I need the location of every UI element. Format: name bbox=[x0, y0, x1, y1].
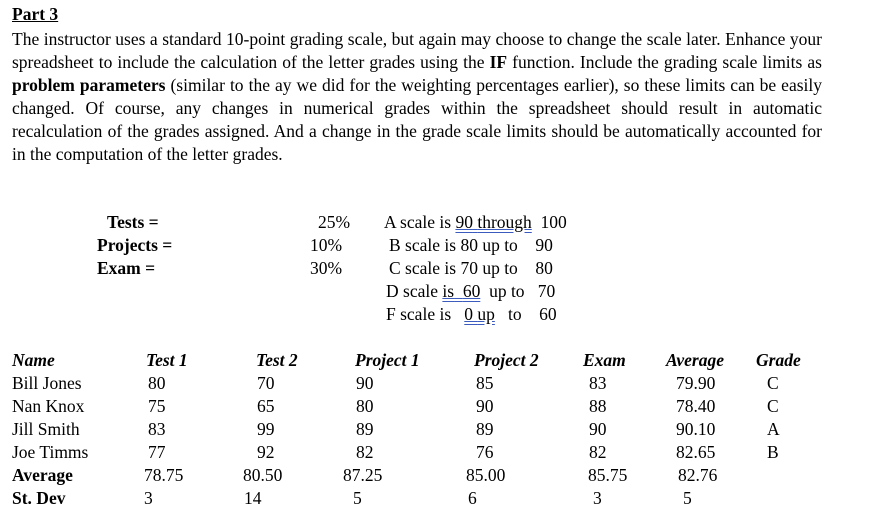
para-bold-problem-parameters: problem parameters bbox=[12, 75, 166, 95]
scale-a-low: 90 bbox=[455, 212, 473, 232]
scale-a bbox=[384, 212, 567, 232]
table-cell: 80 bbox=[356, 396, 374, 416]
scale-b-high: 90 bbox=[535, 235, 553, 255]
table-cell: 88 bbox=[589, 396, 607, 416]
table-cell: 90 bbox=[476, 396, 494, 416]
stdev-cell: 6 bbox=[468, 488, 477, 508]
table-cell: 90.10 bbox=[676, 419, 716, 439]
col-header-project1: Project 1 bbox=[355, 350, 420, 370]
stdev-cell: 3 bbox=[593, 488, 602, 508]
weight-value-projects: 10% bbox=[310, 235, 343, 255]
table-cell: 79.90 bbox=[676, 373, 716, 393]
col-header-test2: Test 2 bbox=[256, 350, 298, 370]
scale-a-text: A scale is bbox=[384, 212, 456, 232]
scale-b bbox=[389, 235, 553, 255]
average-cell: 85.00 bbox=[466, 465, 506, 485]
table-cell: 99 bbox=[257, 419, 275, 439]
table-row-name: Bill Jones bbox=[12, 373, 82, 393]
table-cell: 83 bbox=[589, 373, 607, 393]
col-header-test1: Test 1 bbox=[146, 350, 188, 370]
scale-a-mid: through bbox=[477, 212, 532, 232]
scale-c bbox=[389, 258, 553, 278]
weight-value-tests: 25% bbox=[318, 212, 351, 232]
col-header-project2: Project 2 bbox=[474, 350, 539, 370]
weight-label-projects: Projects = bbox=[97, 235, 173, 255]
table-cell-grade: C bbox=[767, 396, 779, 416]
col-header-name: Name bbox=[12, 350, 55, 370]
scale-d-mid: up to bbox=[489, 281, 525, 301]
table-cell-grade: C bbox=[767, 373, 779, 393]
table-cell: 82 bbox=[356, 442, 374, 462]
table-cell-grade: A bbox=[767, 419, 780, 439]
scale-f-up: up bbox=[477, 304, 495, 324]
scale-d-is: is bbox=[442, 281, 455, 301]
table-cell: 80 bbox=[148, 373, 166, 393]
table-cell: 90 bbox=[589, 419, 607, 439]
stdev-cell: 3 bbox=[144, 488, 153, 508]
section-title: Part 3 bbox=[12, 4, 59, 24]
para-bold-if: IF bbox=[489, 52, 508, 72]
weight-value-exam: 30% bbox=[310, 258, 343, 278]
weight-label-exam: Exam = bbox=[97, 258, 156, 278]
table-cell: 89 bbox=[476, 419, 494, 439]
table-cell: 78.40 bbox=[676, 396, 716, 416]
scale-f-mid: to bbox=[508, 304, 522, 324]
stdev-row-label: St. Dev bbox=[12, 488, 66, 508]
col-header-grade: Grade bbox=[756, 350, 801, 370]
instructions-paragraph bbox=[12, 28, 822, 166]
average-cell: 82.76 bbox=[678, 465, 718, 485]
average-cell: 80.50 bbox=[243, 465, 283, 485]
table-row-name: Nan Knox bbox=[12, 396, 85, 416]
table-cell: 76 bbox=[476, 442, 494, 462]
table-cell: 90 bbox=[356, 373, 374, 393]
table-cell: 65 bbox=[257, 396, 275, 416]
para-text-1: The instructor uses a standard 10-point grading scale, but again may choose to change the scale later. Enhance your spreadsheet to include the calculation of the letter grades using the bbox=[12, 29, 822, 72]
scale-c-text: C scale is 70 up to bbox=[389, 258, 518, 278]
average-cell: 78.75 bbox=[144, 465, 184, 485]
table-cell: 92 bbox=[257, 442, 275, 462]
table-row-name: Jill Smith bbox=[12, 419, 80, 439]
col-header-average: Average bbox=[666, 350, 724, 370]
stdev-cell: 5 bbox=[353, 488, 362, 508]
table-cell-grade: B bbox=[767, 442, 779, 462]
stdev-cell: 14 bbox=[244, 488, 262, 508]
scale-a-high: 100 bbox=[540, 212, 567, 232]
table-cell: 70 bbox=[257, 373, 275, 393]
col-header-exam: Exam bbox=[583, 350, 626, 370]
stdev-cell: 5 bbox=[683, 488, 692, 508]
scale-f-text: F scale is bbox=[386, 304, 452, 324]
para-text-3: (similar to the ay we did for the weighting percentages earlier), so these limits can be easily changed. Of course, any changes in numerical grades within the spreadsheet should result in automatic recalculation of the grades assigned. And a change in the grade scale limits should be automatically accounted for in the computation of the letter grades. bbox=[12, 75, 822, 164]
scale-d-low: 60 bbox=[462, 281, 481, 301]
table-cell: 85 bbox=[476, 373, 494, 393]
table-cell: 82.65 bbox=[676, 442, 716, 462]
scale-d-text: D scale bbox=[386, 281, 443, 301]
table-cell: 75 bbox=[148, 396, 166, 416]
scale-d bbox=[386, 281, 555, 301]
scale-f-high: 60 bbox=[539, 304, 557, 324]
scale-b-text: B scale is 80 up to bbox=[389, 235, 518, 255]
scale-c-high: 80 bbox=[535, 258, 553, 278]
average-cell: 87.25 bbox=[343, 465, 383, 485]
average-cell: 85.75 bbox=[588, 465, 628, 485]
average-row-label: Average bbox=[12, 465, 73, 485]
table-row-name: Joe Timms bbox=[12, 442, 89, 462]
table-cell: 77 bbox=[148, 442, 166, 462]
para-text-2: function. Include the grading scale limits as bbox=[507, 52, 822, 72]
scale-d-high: 70 bbox=[537, 281, 556, 301]
weight-label-tests: Tests = bbox=[107, 212, 159, 232]
scale-f-low: 0 bbox=[464, 304, 474, 324]
table-cell: 89 bbox=[356, 419, 374, 439]
scale-f bbox=[386, 304, 557, 324]
table-cell: 82 bbox=[589, 442, 607, 462]
table-cell: 83 bbox=[148, 419, 166, 439]
